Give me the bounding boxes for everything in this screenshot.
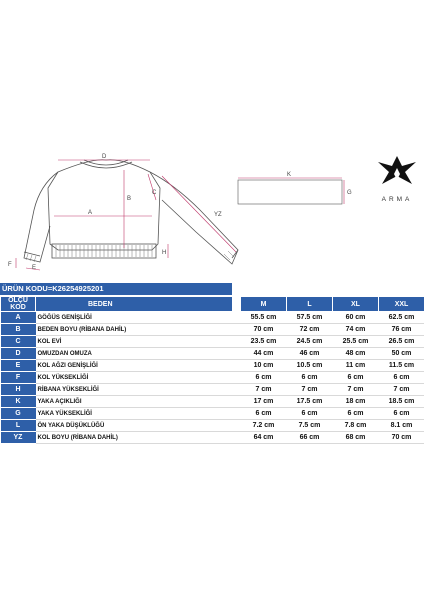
value-l-text: 46 cm (299, 350, 320, 357)
product-code: ÜRÜN KODU=K26254925201 (0, 283, 232, 295)
value-m (241, 324, 287, 336)
value-m (241, 312, 287, 324)
value-l (287, 396, 333, 408)
value-m-text: 6 cm (255, 410, 272, 417)
value-xxl-text: 26.5 cm (388, 338, 415, 345)
value-m-text: 44 cm (253, 350, 274, 357)
row-code: YZ (1, 432, 36, 444)
row-name: BEDEN BOYU (RİBANA DAHİL) (36, 324, 233, 336)
value-xxl-text: 11.5 cm (388, 362, 415, 369)
row-name: OMUZDAN OMUZA (36, 348, 233, 360)
row-code: K (1, 396, 36, 408)
row-code: G (1, 408, 36, 420)
row-gap (233, 396, 241, 408)
header-code: ÖLÇÜ KOD (1, 297, 36, 312)
row-code: B (1, 324, 36, 336)
table-row (1, 348, 424, 360)
value-m (241, 372, 287, 384)
value-xxl (379, 312, 424, 324)
value-l-text: 10.5 cm (296, 362, 323, 369)
table-row (1, 396, 424, 408)
row-gap (233, 324, 241, 336)
label-f: F (8, 262, 12, 268)
value-m (241, 396, 287, 408)
row-gap (233, 420, 241, 432)
label-g: G (347, 190, 352, 196)
value-l (287, 420, 333, 432)
header-size-xxl: XXL (379, 297, 424, 312)
header-size-xl: XL (333, 297, 379, 312)
table-header-row (1, 297, 424, 312)
value-l (287, 372, 333, 384)
table-row (1, 360, 424, 372)
row-gap (233, 348, 241, 360)
value-m (241, 336, 287, 348)
label-k: K (287, 172, 292, 178)
sweater-outline (48, 160, 160, 250)
row-code: F (1, 372, 36, 384)
row-gap (233, 372, 241, 384)
table-body (1, 312, 424, 444)
value-xl (333, 372, 379, 384)
value-l-text: 6 cm (301, 410, 318, 417)
value-xl (333, 384, 379, 396)
size-table (0, 296, 424, 444)
value-l-text: 57.5 cm (296, 314, 323, 321)
value-xl (333, 312, 379, 324)
value-xxl-text: 6 cm (393, 374, 410, 381)
value-m-text: 55.5 cm (250, 314, 277, 321)
table-row (1, 372, 424, 384)
value-m (241, 348, 287, 360)
value-l-text: 7.5 cm (298, 422, 321, 429)
value-xl-text: 48 cm (345, 350, 366, 357)
value-m (241, 384, 287, 396)
value-l-text: 24.5 cm (296, 338, 323, 345)
row-name: YAKA AÇIKLIĞI (36, 396, 233, 408)
value-xl-text: 25.5 cm (342, 338, 369, 345)
value-l-text: 7 cm (301, 386, 318, 393)
row-code: H (1, 384, 36, 396)
value-xxl-text: 7 cm (393, 386, 410, 393)
label-h: H (162, 250, 167, 256)
measure-c (148, 174, 156, 200)
value-xxl (379, 432, 424, 444)
value-xxl-text: 8.1 cm (390, 422, 413, 429)
row-code: E (1, 360, 36, 372)
row-code: A (1, 312, 36, 324)
value-m (241, 420, 287, 432)
value-xl-text: 60 cm (345, 314, 366, 321)
header-name: BEDEN (36, 297, 233, 312)
value-xl (333, 408, 379, 420)
row-name: KOL EVİ (36, 336, 233, 348)
row-gap (233, 360, 241, 372)
value-l (287, 348, 333, 360)
value-xxl-text: 76 cm (391, 326, 412, 333)
value-l (287, 408, 333, 420)
value-l (287, 312, 333, 324)
table-row (1, 408, 424, 420)
value-m-text: 6 cm (255, 374, 272, 381)
value-l-text: 72 cm (299, 326, 320, 333)
value-xxl (379, 324, 424, 336)
value-xxl-text: 6 cm (393, 410, 410, 417)
row-name: GÖĞÜS GENİŞLİĞİ (36, 312, 233, 324)
label-b: B (127, 196, 132, 202)
value-l (287, 384, 333, 396)
row-name: KOL YÜKSEKLİĞİ (36, 372, 233, 384)
label-yz: YZ (214, 212, 222, 218)
table-row (1, 312, 424, 324)
value-l (287, 432, 333, 444)
row-code: L (1, 420, 36, 432)
value-xxl-text: 18.5 cm (388, 398, 415, 405)
row-name: KOL AĞZI GENİŞLİĞİ (36, 360, 233, 372)
row-code: D (1, 348, 36, 360)
value-m (241, 360, 287, 372)
value-m-text: 10 cm (253, 362, 274, 369)
table-row (1, 324, 424, 336)
value-m-text: 7.2 cm (252, 422, 275, 429)
row-gap (233, 312, 241, 324)
value-xxl-text: 62.5 cm (388, 314, 415, 321)
measure-yz (162, 176, 236, 252)
value-l (287, 360, 333, 372)
value-m-text: 7 cm (255, 386, 272, 393)
row-name: YAKA YÜKSEKLİĞİ (36, 408, 233, 420)
value-xxl-text: 70 cm (391, 434, 412, 441)
label-d: D (102, 154, 107, 160)
value-l-text: 6 cm (301, 374, 318, 381)
value-xl-text: 7 cm (347, 386, 364, 393)
garment-diagram (0, 140, 424, 280)
label-a: A (88, 210, 93, 216)
value-xl (333, 396, 379, 408)
value-l-text: 66 cm (299, 434, 320, 441)
value-m-text: 23.5 cm (250, 338, 277, 345)
table-row (1, 384, 424, 396)
value-xl-text: 6 cm (347, 410, 364, 417)
value-m-text: 64 cm (253, 434, 274, 441)
value-xl (333, 360, 379, 372)
value-l (287, 336, 333, 348)
value-xl-text: 7.8 cm (344, 422, 367, 429)
value-xl-text: 68 cm (345, 434, 366, 441)
value-xl (333, 420, 379, 432)
collar-piece (238, 180, 342, 204)
value-xxl-text: 50 cm (391, 350, 412, 357)
row-code: C (1, 336, 36, 348)
value-xxl (379, 384, 424, 396)
value-xl-text: 6 cm (347, 374, 364, 381)
row-gap (233, 384, 241, 396)
header-size-m: M (241, 297, 287, 312)
value-xxl (379, 348, 424, 360)
row-gap (233, 432, 241, 444)
value-xl-text: 74 cm (345, 326, 366, 333)
value-xxl (379, 336, 424, 348)
value-l (287, 324, 333, 336)
value-xxl (379, 360, 424, 372)
row-name: RİBANA YÜKSEKLİĞİ (36, 384, 233, 396)
value-xl (333, 432, 379, 444)
value-xxl (379, 408, 424, 420)
value-xl-text: 11 cm (345, 362, 366, 369)
value-m-text: 70 cm (253, 326, 274, 333)
value-xl (333, 348, 379, 360)
label-c: C (152, 190, 157, 196)
value-xxl (379, 372, 424, 384)
header-size-l: L (287, 297, 333, 312)
value-xl (333, 336, 379, 348)
value-xl-text: 18 cm (345, 398, 366, 405)
row-name: KOL BOYU (RİBANA DAHİL) (36, 432, 233, 444)
brand-name: ARMA (381, 196, 413, 203)
value-xxl (379, 396, 424, 408)
value-m (241, 432, 287, 444)
table-row (1, 336, 424, 348)
row-name: ÖN YAKA DÜŞÜKLÜĞÜ (36, 420, 233, 432)
row-gap (233, 408, 241, 420)
left-sleeve (24, 172, 58, 262)
value-m (241, 408, 287, 420)
table-row (1, 420, 424, 432)
value-xxl (379, 420, 424, 432)
value-m-text: 17 cm (253, 398, 274, 405)
label-e: E (32, 265, 37, 271)
table-row (1, 432, 424, 444)
row-gap (233, 336, 241, 348)
value-l-text: 17.5 cm (296, 398, 323, 405)
value-xl (333, 324, 379, 336)
header-gap (233, 297, 241, 312)
